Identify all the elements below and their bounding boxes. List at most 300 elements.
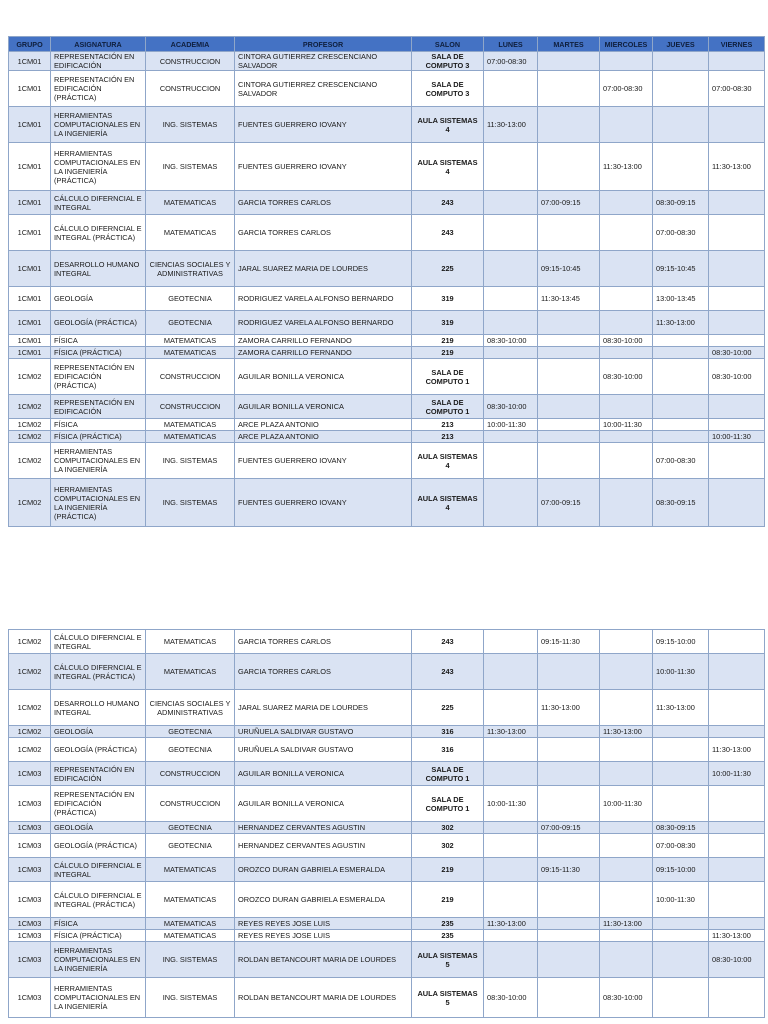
- grupo-cell: 1CM03: [9, 822, 51, 834]
- table-row: [9, 726, 765, 738]
- viernes-cell: [709, 858, 765, 882]
- jueves-cell: 10:00-11:30: [653, 654, 709, 690]
- profesor-cell: REYES REYES JOSE LUIS: [235, 930, 412, 942]
- lunes-cell: [484, 251, 538, 287]
- table-row: [9, 251, 765, 287]
- jueves-cell: [653, 431, 709, 443]
- academia-cell: ING. SISTEMAS: [146, 479, 235, 527]
- table-row: [9, 690, 765, 726]
- grupo-cell: 1CM01: [9, 52, 51, 71]
- col-header-salon: SALON: [412, 37, 484, 52]
- jueves-cell: 09:15-10:00: [653, 858, 709, 882]
- academia-cell: CONSTRUCCION: [146, 71, 235, 107]
- academia-cell: ING. SISTEMAS: [146, 942, 235, 978]
- lunes-cell: 10:00-11:30: [484, 419, 538, 431]
- profesor-cell: FUENTES GUERRERO IOVANY: [235, 443, 412, 479]
- table-row: [9, 654, 765, 690]
- miercoles-cell: [600, 347, 653, 359]
- lunes-cell: [484, 71, 538, 107]
- academia-cell: CONSTRUCCION: [146, 762, 235, 786]
- academia-cell: MATEMATICAS: [146, 630, 235, 654]
- viernes-cell: [709, 311, 765, 335]
- martes-cell: [538, 71, 600, 107]
- miercoles-cell: 07:00-08:30: [600, 71, 653, 107]
- asignatura-cell: CÁLCULO DIFERNCIAL E INTEGRAL: [51, 191, 146, 215]
- grupo-cell: 1CM03: [9, 786, 51, 822]
- grupo-cell: 1CM01: [9, 347, 51, 359]
- profesor-cell: AGUILAR BONILLA VERONICA: [235, 359, 412, 395]
- asignatura-cell: REPRESENTACIÓN EN EDIFICACIÓN (PRÁCTICA): [51, 359, 146, 395]
- salon-cell: 213: [412, 431, 484, 443]
- viernes-cell: 10:00-11:30: [709, 431, 765, 443]
- viernes-cell: [709, 726, 765, 738]
- salon-cell: SALA DE COMPUTO 3: [412, 71, 484, 107]
- profesor-cell: OROZCO DURAN GABRIELA ESMERALDA: [235, 882, 412, 918]
- grupo-cell: 1CM03: [9, 858, 51, 882]
- profesor-cell: GARCIA TORRES CARLOS: [235, 654, 412, 690]
- miercoles-cell: 08:30-10:00: [600, 359, 653, 395]
- profesor-cell: ROLDAN BETANCOURT MARIA DE LOURDES: [235, 978, 412, 1018]
- col-header-miercoles: MIERCOLES: [600, 37, 653, 52]
- grupo-cell: 1CM01: [9, 71, 51, 107]
- table-row: [9, 762, 765, 786]
- grupo-cell: 1CM02: [9, 726, 51, 738]
- lunes-cell: [484, 191, 538, 215]
- viernes-cell: 11:30-13:00: [709, 738, 765, 762]
- grupo-cell: 1CM03: [9, 834, 51, 858]
- martes-cell: 09:15-10:45: [538, 251, 600, 287]
- profesor-cell: FUENTES GUERRERO IOVANY: [235, 479, 412, 527]
- salon-cell: 235: [412, 930, 484, 942]
- profesor-cell: AGUILAR BONILLA VERONICA: [235, 786, 412, 822]
- academia-cell: MATEMATICAS: [146, 335, 235, 347]
- lunes-cell: [484, 690, 538, 726]
- jueves-cell: [653, 786, 709, 822]
- miercoles-cell: [600, 858, 653, 882]
- table-row: [9, 215, 765, 251]
- miercoles-cell: [600, 738, 653, 762]
- academia-cell: GEOTECNIA: [146, 738, 235, 762]
- academia-cell: CONSTRUCCION: [146, 52, 235, 71]
- viernes-cell: [709, 630, 765, 654]
- profesor-cell: REYES REYES JOSE LUIS: [235, 918, 412, 930]
- table-row: [9, 335, 765, 347]
- academia-cell: MATEMATICAS: [146, 191, 235, 215]
- salon-cell: 225: [412, 690, 484, 726]
- salon-cell: 319: [412, 311, 484, 335]
- miercoles-cell: [600, 930, 653, 942]
- viernes-cell: [709, 419, 765, 431]
- salon-cell: AULA SISTEMAS 4: [412, 107, 484, 143]
- miercoles-cell: 08:30-10:00: [600, 335, 653, 347]
- academia-cell: MATEMATICAS: [146, 431, 235, 443]
- asignatura-cell: FÍSICA: [51, 918, 146, 930]
- martes-cell: [538, 834, 600, 858]
- martes-cell: [538, 654, 600, 690]
- academia-cell: GEOTECNIA: [146, 287, 235, 311]
- lunes-cell: 10:00-11:30: [484, 786, 538, 822]
- jueves-cell: [653, 942, 709, 978]
- jueves-cell: [653, 930, 709, 942]
- salon-cell: SALA DE COMPUTO 1: [412, 786, 484, 822]
- lunes-cell: [484, 822, 538, 834]
- viernes-cell: [709, 52, 765, 71]
- miercoles-cell: [600, 690, 653, 726]
- grupo-cell: 1CM02: [9, 738, 51, 762]
- profesor-cell: ZAMORA CARRILLO FERNANDO: [235, 347, 412, 359]
- salon-cell: 243: [412, 191, 484, 215]
- table-row: [9, 107, 765, 143]
- academia-cell: GEOTECNIA: [146, 311, 235, 335]
- table-row: [9, 359, 765, 395]
- profesor-cell: URUÑUELA SALDIVAR GUSTAVO: [235, 738, 412, 762]
- academia-cell: CIENCIAS SOCIALES Y ADMINISTRATIVAS: [146, 690, 235, 726]
- academia-cell: MATEMATICAS: [146, 654, 235, 690]
- miercoles-cell: [600, 630, 653, 654]
- table-row: [9, 347, 765, 359]
- grupo-cell: 1CM03: [9, 762, 51, 786]
- table-row: [9, 978, 765, 1018]
- martes-cell: 11:30-13:45: [538, 287, 600, 311]
- grupo-cell: 1CM01: [9, 107, 51, 143]
- jueves-cell: [653, 738, 709, 762]
- grupo-cell: 1CM01: [9, 215, 51, 251]
- profesor-cell: URUÑUELA SALDIVAR GUSTAVO: [235, 726, 412, 738]
- asignatura-cell: CÁLCULO DIFERNCIAL E INTEGRAL: [51, 630, 146, 654]
- col-header-jueves: JUEVES: [653, 37, 709, 52]
- grupo-cell: 1CM02: [9, 654, 51, 690]
- jueves-cell: [653, 395, 709, 419]
- viernes-cell: 11:30-13:00: [709, 930, 765, 942]
- salon-cell: 302: [412, 822, 484, 834]
- miercoles-cell: 11:30-13:00: [600, 918, 653, 930]
- salon-cell: 219: [412, 882, 484, 918]
- table-row: [9, 630, 765, 654]
- grupo-cell: 1CM02: [9, 359, 51, 395]
- jueves-cell: 11:30-13:00: [653, 690, 709, 726]
- martes-cell: [538, 431, 600, 443]
- viernes-cell: [709, 191, 765, 215]
- academia-cell: GEOTECNIA: [146, 822, 235, 834]
- asignatura-cell: CÁLCULO DIFERNCIAL E INTEGRAL (PRÁCTICA): [51, 654, 146, 690]
- grupo-cell: 1CM02: [9, 630, 51, 654]
- profesor-cell: CINTORA GUTIERREZ CRESCENCIANO SALVADOR: [235, 52, 412, 71]
- lunes-cell: 08:30-10:00: [484, 395, 538, 419]
- academia-cell: CONSTRUCCION: [146, 786, 235, 822]
- asignatura-cell: REPRESENTACIÓN EN EDIFICACIÓN: [51, 395, 146, 419]
- jueves-cell: [653, 347, 709, 359]
- martes-cell: [538, 395, 600, 419]
- viernes-cell: [709, 918, 765, 930]
- asignatura-cell: CÁLCULO DIFERNCIAL E INTEGRAL: [51, 858, 146, 882]
- grupo-cell: 1CM01: [9, 251, 51, 287]
- asignatura-cell: CÁLCULO DIFERNCIAL E INTEGRAL (PRÁCTICA): [51, 882, 146, 918]
- academia-cell: MATEMATICAS: [146, 347, 235, 359]
- salon-cell: 316: [412, 738, 484, 762]
- grupo-cell: 1CM02: [9, 431, 51, 443]
- asignatura-cell: CÁLCULO DIFERNCIAL E INTEGRAL (PRÁCTICA): [51, 215, 146, 251]
- table-row: [9, 395, 765, 419]
- table-row: [9, 443, 765, 479]
- grupo-cell: 1CM03: [9, 942, 51, 978]
- lunes-cell: [484, 858, 538, 882]
- grupo-cell: 1CM01: [9, 191, 51, 215]
- profesor-cell: HERNANDEZ CERVANTES AGUSTIN: [235, 822, 412, 834]
- jueves-cell: 13:00-13:45: [653, 287, 709, 311]
- table-row: [9, 479, 765, 527]
- academia-cell: MATEMATICAS: [146, 918, 235, 930]
- schedule-table-2: [8, 629, 765, 1018]
- grupo-cell: 1CM01: [9, 335, 51, 347]
- salon-cell: SALA DE COMPUTO 1: [412, 359, 484, 395]
- martes-cell: 07:00-09:15: [538, 822, 600, 834]
- grupo-cell: 1CM01: [9, 143, 51, 191]
- asignatura-cell: GEOLOGÍA (PRÁCTICA): [51, 311, 146, 335]
- table-row: [9, 287, 765, 311]
- salon-cell: 243: [412, 215, 484, 251]
- jueves-cell: [653, 918, 709, 930]
- profesor-cell: AGUILAR BONILLA VERONICA: [235, 762, 412, 786]
- table-row: [9, 419, 765, 431]
- asignatura-cell: REPRESENTACIÓN EN EDIFICACIÓN: [51, 52, 146, 71]
- asignatura-cell: REPRESENTACIÓN EN EDIFICACIÓN (PRÁCTICA): [51, 786, 146, 822]
- profesor-cell: GARCIA TORRES CARLOS: [235, 630, 412, 654]
- jueves-cell: 07:00-08:30: [653, 834, 709, 858]
- table-row: [9, 191, 765, 215]
- asignatura-cell: GEOLOGÍA: [51, 726, 146, 738]
- table-row: [9, 311, 765, 335]
- miercoles-cell: [600, 191, 653, 215]
- academia-cell: GEOTECNIA: [146, 834, 235, 858]
- table-row: [9, 834, 765, 858]
- lunes-cell: [484, 359, 538, 395]
- grupo-cell: 1CM02: [9, 690, 51, 726]
- jueves-cell: [653, 335, 709, 347]
- jueves-cell: [653, 419, 709, 431]
- lunes-cell: [484, 942, 538, 978]
- table-row: [9, 71, 765, 107]
- lunes-cell: 11:30-13:00: [484, 107, 538, 143]
- table-row: [9, 882, 765, 918]
- profesor-cell: HERNANDEZ CERVANTES AGUSTIN: [235, 834, 412, 858]
- martes-cell: [538, 215, 600, 251]
- martes-cell: [538, 762, 600, 786]
- asignatura-cell: GEOLOGÍA: [51, 287, 146, 311]
- viernes-cell: [709, 251, 765, 287]
- profesor-cell: CINTORA GUTIERREZ CRESCENCIANO SALVADOR: [235, 71, 412, 107]
- asignatura-cell: GEOLOGÍA: [51, 822, 146, 834]
- viernes-cell: 08:30-10:00: [709, 359, 765, 395]
- salon-cell: AULA SISTEMAS 5: [412, 942, 484, 978]
- miercoles-cell: [600, 834, 653, 858]
- profesor-cell: RODRIGUEZ VARELA ALFONSO BERNARDO: [235, 287, 412, 311]
- miercoles-cell: [600, 107, 653, 143]
- lunes-cell: [484, 347, 538, 359]
- profesor-cell: ARCE PLAZA ANTONIO: [235, 431, 412, 443]
- academia-cell: MATEMATICAS: [146, 882, 235, 918]
- academia-cell: MATEMATICAS: [146, 858, 235, 882]
- academia-cell: MATEMATICAS: [146, 215, 235, 251]
- martes-cell: [538, 978, 600, 1018]
- salon-cell: 235: [412, 918, 484, 930]
- viernes-cell: [709, 395, 765, 419]
- martes-cell: [538, 726, 600, 738]
- jueves-cell: [653, 71, 709, 107]
- asignatura-cell: FÍSICA (PRÁCTICA): [51, 930, 146, 942]
- asignatura-cell: HERRAMIENTAS COMPUTACIONALES EN LA INGENIERÍA: [51, 978, 146, 1018]
- lunes-cell: 07:00-08:30: [484, 52, 538, 71]
- salon-cell: 219: [412, 858, 484, 882]
- profesor-cell: OROZCO DURAN GABRIELA ESMERALDA: [235, 858, 412, 882]
- viernes-cell: 08:30-10:00: [709, 942, 765, 978]
- profesor-cell: ZAMORA CARRILLO FERNANDO: [235, 335, 412, 347]
- viernes-cell: [709, 786, 765, 822]
- viernes-cell: [709, 479, 765, 527]
- academia-cell: CIENCIAS SOCIALES Y ADMINISTRATIVAS: [146, 251, 235, 287]
- schedule-table-1: [8, 36, 765, 527]
- academia-cell: ING. SISTEMAS: [146, 143, 235, 191]
- lunes-cell: [484, 930, 538, 942]
- jueves-cell: 08:30-09:15: [653, 191, 709, 215]
- table-row: [9, 143, 765, 191]
- jueves-cell: [653, 726, 709, 738]
- lunes-cell: 08:30-10:00: [484, 335, 538, 347]
- lunes-cell: [484, 479, 538, 527]
- martes-cell: [538, 107, 600, 143]
- lunes-cell: [484, 443, 538, 479]
- academia-cell: GEOTECNIA: [146, 726, 235, 738]
- martes-cell: [538, 143, 600, 191]
- grupo-cell: 1CM03: [9, 882, 51, 918]
- jueves-cell: 08:30-09:15: [653, 822, 709, 834]
- jueves-cell: [653, 978, 709, 1018]
- martes-cell: [538, 738, 600, 762]
- academia-cell: ING. SISTEMAS: [146, 978, 235, 1018]
- lunes-cell: 08:30-10:00: [484, 978, 538, 1018]
- table-row: [9, 942, 765, 978]
- asignatura-cell: GEOLOGÍA (PRÁCTICA): [51, 738, 146, 762]
- lunes-cell: 11:30-13:00: [484, 918, 538, 930]
- miercoles-cell: 11:30-13:00: [600, 143, 653, 191]
- miercoles-cell: [600, 882, 653, 918]
- salon-cell: AULA SISTEMAS 4: [412, 143, 484, 191]
- academia-cell: ING. SISTEMAS: [146, 107, 235, 143]
- table-row: [9, 918, 765, 930]
- viernes-cell: 11:30-13:00: [709, 143, 765, 191]
- grupo-cell: 1CM02: [9, 443, 51, 479]
- martes-cell: [538, 786, 600, 822]
- miercoles-cell: 08:30-10:00: [600, 978, 653, 1018]
- jueves-cell: [653, 52, 709, 71]
- viernes-cell: 07:00-08:30: [709, 71, 765, 107]
- martes-cell: [538, 419, 600, 431]
- miercoles-cell: [600, 215, 653, 251]
- academia-cell: MATEMATICAS: [146, 419, 235, 431]
- salon-cell: 302: [412, 834, 484, 858]
- grupo-cell: 1CM02: [9, 395, 51, 419]
- martes-cell: [538, 335, 600, 347]
- table-row: [9, 431, 765, 443]
- salon-cell: SALA DE COMPUTO 3: [412, 52, 484, 71]
- asignatura-cell: HERRAMIENTAS COMPUTACIONALES EN LA INGENIERÍA (PRÁCTICA): [51, 143, 146, 191]
- miercoles-cell: [600, 431, 653, 443]
- martes-cell: [538, 443, 600, 479]
- academia-cell: MATEMATICAS: [146, 930, 235, 942]
- lunes-cell: [484, 215, 538, 251]
- martes-cell: 09:15-11:30: [538, 630, 600, 654]
- miercoles-cell: [600, 311, 653, 335]
- martes-cell: [538, 942, 600, 978]
- martes-cell: 09:15-11:30: [538, 858, 600, 882]
- salon-cell: SALA DE COMPUTO 1: [412, 395, 484, 419]
- jueves-cell: 07:00-08:30: [653, 443, 709, 479]
- jueves-cell: [653, 359, 709, 395]
- grupo-cell: 1CM01: [9, 311, 51, 335]
- academia-cell: CONSTRUCCION: [146, 359, 235, 395]
- col-header-grupo: GRUPO: [9, 37, 51, 52]
- miercoles-cell: [600, 762, 653, 786]
- col-header-lunes: LUNES: [484, 37, 538, 52]
- viernes-cell: [709, 443, 765, 479]
- profesor-cell: JARAL SUAREZ MARIA DE LOURDES: [235, 251, 412, 287]
- profesor-cell: RODRIGUEZ VARELA ALFONSO BERNARDO: [235, 311, 412, 335]
- grupo-cell: 1CM03: [9, 930, 51, 942]
- jueves-cell: 07:00-08:30: [653, 215, 709, 251]
- jueves-cell: [653, 762, 709, 786]
- lunes-cell: [484, 287, 538, 311]
- miercoles-cell: [600, 251, 653, 287]
- martes-cell: [538, 347, 600, 359]
- martes-cell: [538, 882, 600, 918]
- salon-cell: 219: [412, 347, 484, 359]
- miercoles-cell: [600, 654, 653, 690]
- martes-cell: 07:00-09:15: [538, 191, 600, 215]
- lunes-cell: [484, 834, 538, 858]
- table-row: [9, 738, 765, 762]
- jueves-cell: 09:15-10:45: [653, 251, 709, 287]
- viernes-cell: [709, 654, 765, 690]
- jueves-cell: 10:00-11:30: [653, 882, 709, 918]
- lunes-cell: [484, 882, 538, 918]
- jueves-cell: 08:30-09:15: [653, 479, 709, 527]
- col-header-academia: ACADEMIA: [146, 37, 235, 52]
- viernes-cell: [709, 822, 765, 834]
- salon-cell: SALA DE COMPUTO 1: [412, 762, 484, 786]
- lunes-cell: [484, 311, 538, 335]
- academia-cell: CONSTRUCCION: [146, 395, 235, 419]
- lunes-cell: [484, 630, 538, 654]
- table-row: [9, 930, 765, 942]
- jueves-cell: [653, 107, 709, 143]
- martes-cell: 11:30-13:00: [538, 690, 600, 726]
- salon-cell: 316: [412, 726, 484, 738]
- miercoles-cell: [600, 942, 653, 978]
- col-header-asignatura: ASIGNATURA: [51, 37, 146, 52]
- lunes-cell: [484, 654, 538, 690]
- jueves-cell: 09:15-10:00: [653, 630, 709, 654]
- table-row: [9, 52, 765, 71]
- asignatura-cell: FÍSICA (PRÁCTICA): [51, 347, 146, 359]
- profesor-cell: ROLDAN BETANCOURT MARIA DE LOURDES: [235, 942, 412, 978]
- salon-cell: AULA SISTEMAS 4: [412, 443, 484, 479]
- header-row: [9, 37, 765, 52]
- martes-cell: [538, 918, 600, 930]
- salon-cell: 219: [412, 335, 484, 347]
- col-header-profesor: PROFESOR: [235, 37, 412, 52]
- asignatura-cell: FÍSICA (PRÁCTICA): [51, 431, 146, 443]
- asignatura-cell: FÍSICA: [51, 419, 146, 431]
- salon-cell: AULA SISTEMAS 5: [412, 978, 484, 1018]
